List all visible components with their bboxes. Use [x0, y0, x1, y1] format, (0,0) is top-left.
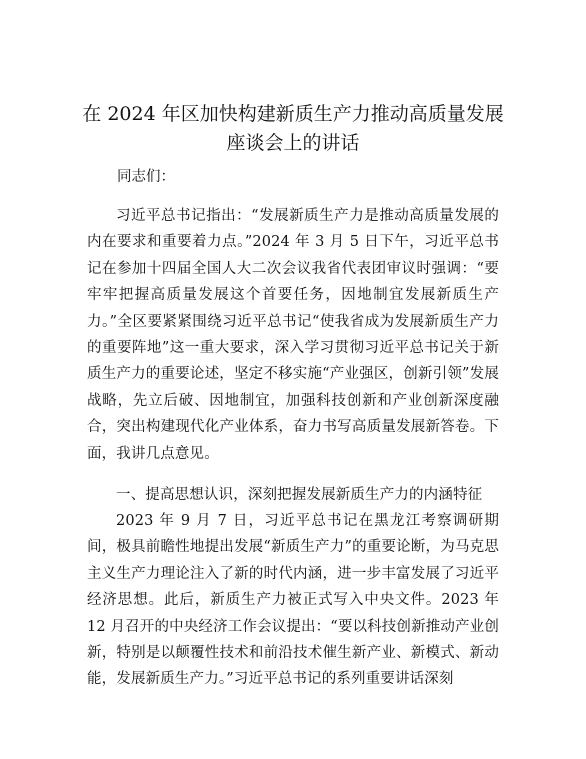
paragraph-intro: 习近平总书记指出：“发展新质生产力是推动高质量发展的内在要求和重要着力点。”2024 年 3 月 5 日下午，习近平总书记在参加十四届全国人大二次会议我省代表团审议时强调：“要牢牢把握高质量发展这个首要任务，因地制宜发展新质生产力。”全区要紧紧围绕习近平总书记“使我省成为发展新质生产力的重要阵地”这一重大要求，深入学习贯彻习近平总书记关于新质生产力的重要论述，坚定不移实施“产业强区，创新引领”发展战略，先立后破、因地制宜，加强科技创新和产业创新深度融合，突出构建现代化产业体系，奋力书写高质量发展新答卷。下面，我讲几点意见。 — [87, 208, 499, 462]
salutation: 同志们： — [117, 169, 175, 185]
section-heading-1: 一、提高思想认识，深刻把握发展新质生产力的内涵特征 — [116, 487, 483, 503]
paragraph-section-1: 2023 年 9 月 7 日，习近平总书记在黑龙江考察调研期间，极具前瞻性地提出发展“新质生产力”的重要论断，为马克思主义生产力理论注入了新的时代内涵，进一步丰富发展了习近平经济思想。此后，新质生产力被正式写入中央文件。2023 年 12 月召开的中央经济工作会议提出：“要以科技创新推动产业创新，特别是以颠覆性技术和前沿技术催生新产业、新模式、新动能，发展新质生产力。”习近平总书记的系列重要讲话深刻 — [87, 513, 499, 688]
document-title: 在 2024 年区加快构建新质生产力推动高质量发展座谈会上的讲话 — [82, 103, 504, 154]
